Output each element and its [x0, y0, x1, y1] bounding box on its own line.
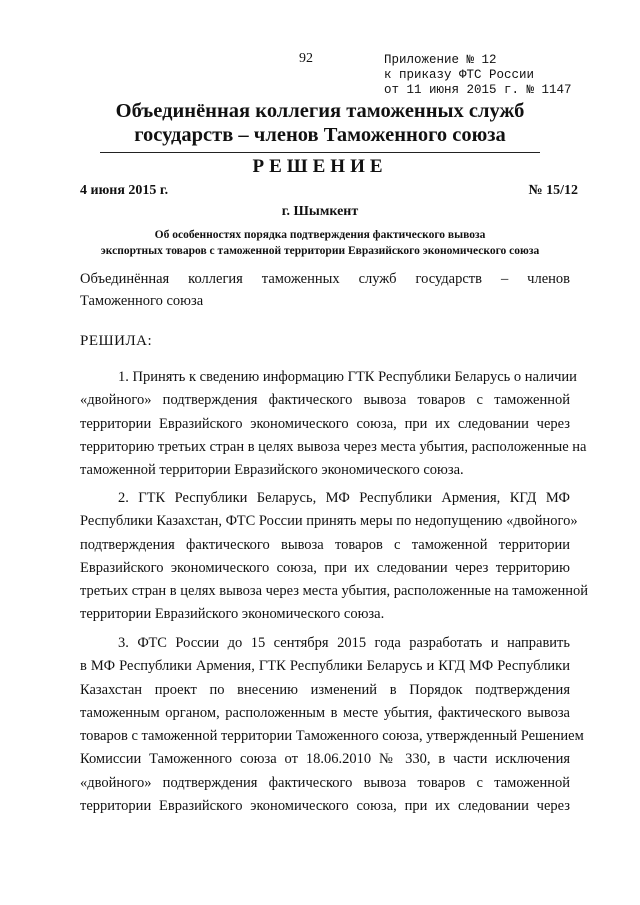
- paragraph-line: Казахстан проект по внесению изменений в Порядок подтверждения: [80, 681, 570, 698]
- paragraph-line: 3. ФТС России до 15 сентября 2015 года разработать и направить: [118, 635, 570, 651]
- paragraph-line: третьих стран в целях вывоза через места убытия, расположенные на таможенной: [80, 583, 589, 600]
- heading-divider: [100, 152, 540, 153]
- appendix-reference: [384, 53, 624, 98]
- paragraph-line: Комиссии Таможенного союза от 18.06.2010 № 330, в части исключения: [80, 751, 570, 768]
- organization-heading: [60, 99, 580, 147]
- paragraph-line: «двойного» подтверждения фактического вывоза товаров с таможенной: [80, 392, 570, 409]
- appendix-line: от 11 июня 2015 г. № 1147: [384, 83, 572, 97]
- page-number: 92: [299, 51, 313, 66]
- intro-line: Объединённая коллегия таможенных служб государств – членов: [80, 271, 570, 287]
- paragraph-3: [80, 632, 584, 818]
- paragraph-line: Евразийского экономического союза, при их следовании через территорию: [80, 559, 570, 576]
- resolved-heading: РЕШИЛА:: [80, 333, 153, 349]
- paragraph-line: территорию третьих стран в целях вывоза через места убытия, расположенные на: [80, 438, 587, 455]
- paragraph-line: таможенной территории Евразийского экономического союза.: [80, 462, 464, 479]
- organization-line: государств – членов Таможенного союза: [134, 124, 506, 146]
- subject-line: экспортных товаров с таможенной территории Евразийского экономического союза: [100, 245, 540, 257]
- document-title: РЕШЕНИЕ: [252, 156, 388, 177]
- paragraph-1: [80, 366, 587, 482]
- paragraph-line: 2. ГТК Республики Беларусь, МФ Республики Армения, КГД МФ: [118, 490, 570, 506]
- intro-line: Таможенного союза: [80, 293, 204, 309]
- decision-number: № 15/12: [528, 183, 578, 198]
- paragraph-line: территории Евразийского экономического союза.: [80, 606, 385, 623]
- paragraph-2: [80, 487, 589, 627]
- appendix-line: Приложение № 12: [384, 53, 497, 67]
- organization-line: Объединённая коллегия таможенных служб: [115, 100, 525, 122]
- decision-city: г. Шымкент: [281, 204, 359, 219]
- paragraph-line: «двойного» подтверждения фактического вывоза товаров с таможенной: [80, 774, 570, 791]
- subject-line: Об особенностях порядка подтверждения фактического вывоза: [154, 229, 486, 241]
- paragraph-line: территории Евразийского экономического союза, при их следовании через: [80, 798, 570, 815]
- paragraph-line: Республики Казахстан, ФТС России принять меры по недопущению «двойного»: [80, 513, 578, 530]
- appendix-line: к приказу ФТС России: [384, 68, 535, 82]
- paragraph-line: товаров с таможенной территории Таможенного союза, утвержденный Решением: [80, 728, 584, 745]
- decision-date: 4 июня 2015 г.: [80, 183, 169, 198]
- paragraph-line: подтверждения фактического вывоза товаров с таможенной территории: [80, 536, 570, 553]
- decision-subject: [60, 227, 580, 259]
- paragraph-line: в МФ Республики Армения, ГТК Республики Беларусь и КГД МФ Республики: [80, 658, 570, 675]
- paragraph-line: 1. Принять к сведению информацию ГТК Республики Беларусь о наличии: [118, 369, 577, 385]
- paragraph-line: территории Евразийского экономического союза, при их следовании через: [80, 415, 570, 432]
- paragraph-line: таможенным органом, расположенным в месте убытия, фактического вывоза: [80, 704, 570, 721]
